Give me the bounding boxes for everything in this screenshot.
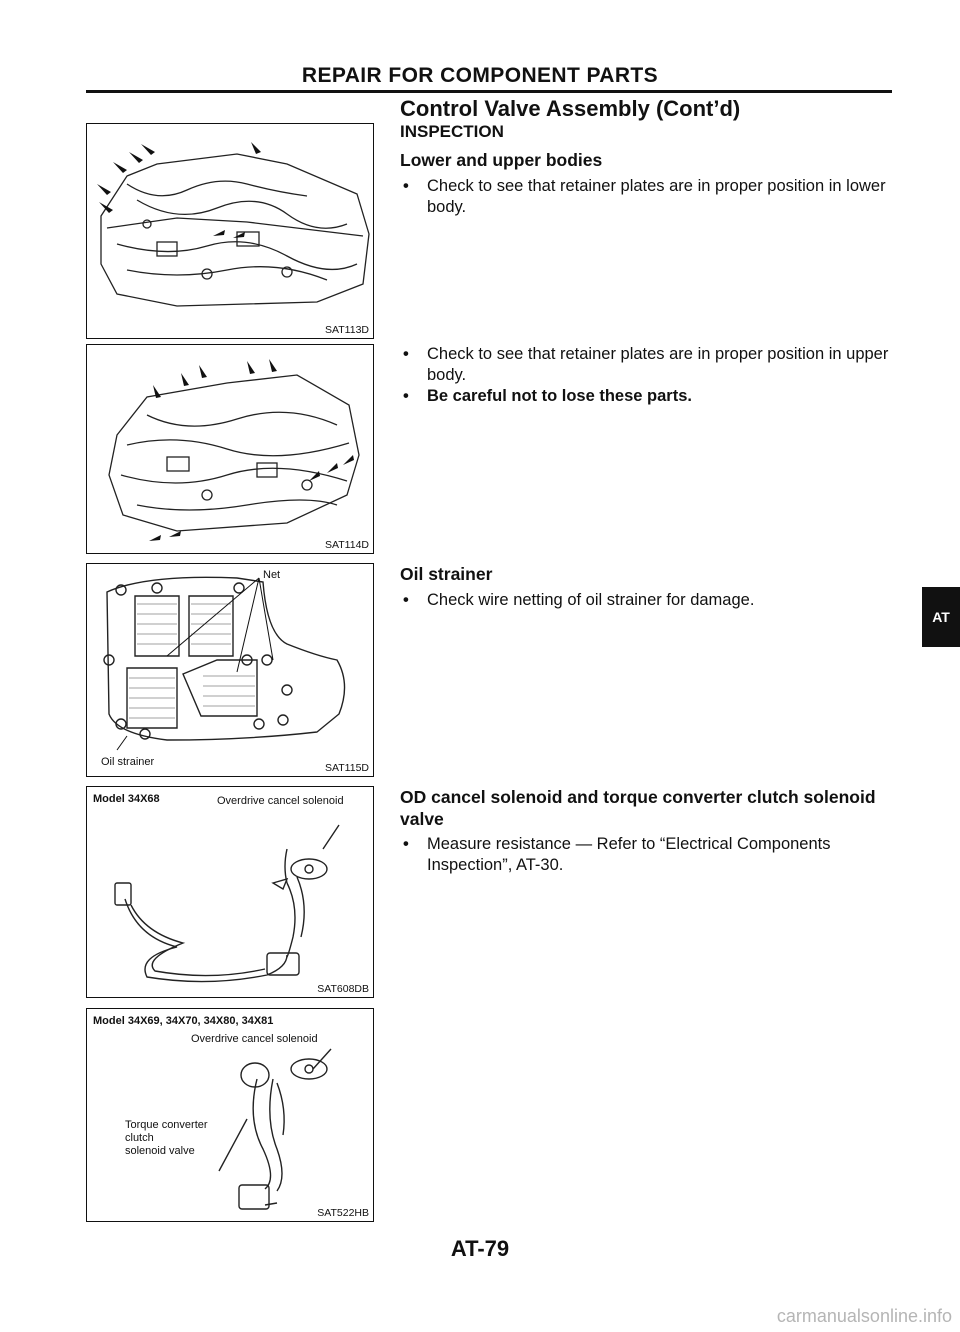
figure-code: SAT114D [325, 539, 369, 551]
page-header: REPAIR FOR COMPONENT PARTS [301, 64, 659, 87]
heading-od-cancel-solenoid: OD cancel solenoid and torque converter clutch solenoid valve [400, 787, 876, 829]
figure-model-34x69 [86, 1008, 374, 1222]
model-label: Model 34X68 [93, 793, 160, 805]
clutch-label: clutch [125, 1132, 154, 1144]
figure-model-34x68 [86, 786, 374, 998]
od-cancel-solenoid-label: Overdrive cancel solenoid [217, 795, 344, 807]
lower-body-illustration [87, 124, 375, 340]
net-label: Net [263, 569, 281, 581]
torque-converter-label: Torque converter [125, 1119, 208, 1131]
figure-upper-body [86, 344, 374, 554]
model-label: Model 34X69, 34X70, 34X80, 34X81 [93, 1015, 274, 1027]
oil-strainer-label: Oil strainer [101, 756, 155, 768]
bullet-item: • Measure resistance — Refer to “Electrical Components Inspection”, AT-30. [403, 835, 831, 874]
watermark: carmanualsonline.info [776, 1306, 952, 1326]
bullet-item: • Check to see that retainer plates are in proper position in upper body. [403, 345, 889, 384]
at-section-tab[interactable]: AT [922, 587, 960, 647]
figure-code: SAT522HB [317, 1207, 369, 1219]
heading-oil-strainer: Oil strainer [400, 564, 493, 584]
bullet-item: • Check to see that retainer plates are in proper position in lower body. [403, 177, 886, 216]
od-cancel-solenoid-illustration [87, 787, 375, 999]
upper-body-illustration [87, 345, 375, 555]
bullet-item: • Check wire netting of oil strainer for damage. [403, 591, 755, 609]
figure-code: SAT115D [325, 762, 369, 774]
page-number: AT-79 [450, 1236, 510, 1261]
figure-code: SAT608DB [317, 983, 369, 995]
section-title: Control Valve Assembly (Cont’d) [400, 96, 741, 121]
figure-oil-strainer [86, 563, 374, 777]
figure-code: SAT113D [325, 324, 369, 336]
figure-lower-body [86, 123, 374, 339]
section-subtitle: INSPECTION [400, 122, 504, 141]
heading-lower-upper-bodies: Lower and upper bodies [400, 150, 603, 170]
solenoid-valve-label: solenoid valve [125, 1145, 195, 1157]
header-rule [86, 90, 892, 93]
bullet-item-caution: • Be careful not to lose these parts. [403, 387, 692, 405]
oil-strainer-illustration [87, 564, 375, 778]
od-cancel-solenoid-label: Overdrive cancel solenoid [191, 1033, 318, 1045]
